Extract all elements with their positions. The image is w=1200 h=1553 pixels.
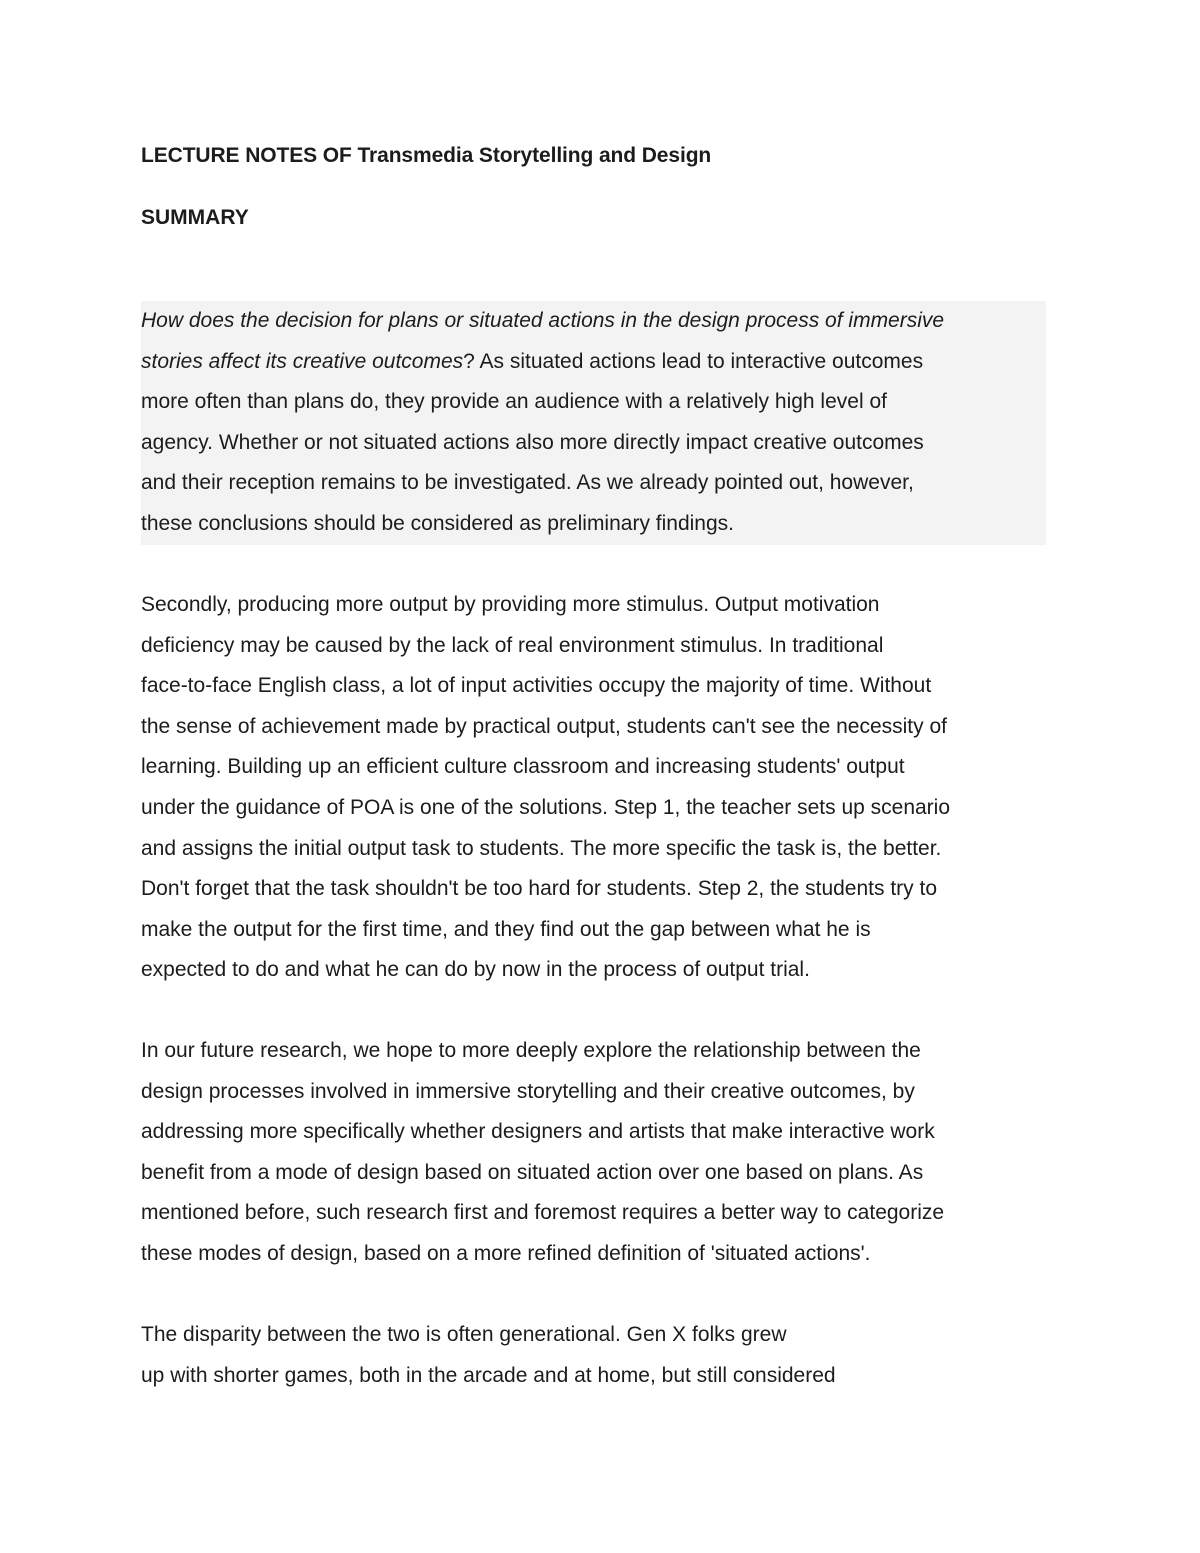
section-heading-summary: SUMMARY [141, 206, 249, 229]
paragraph-2-line: learning. Building up an efficient culture classroom and increasing students' output [141, 755, 905, 779]
paragraph-3-line: addressing more specifically whether designers and artists that make interactive work [141, 1120, 935, 1144]
paragraph-3-line: In our future research, we hope to more deeply explore the relationship between the [141, 1039, 921, 1062]
paragraph-1-line-2-rest: ? As situated actions lead to interactive outcomes [463, 349, 924, 373]
paragraph-1-line-6: these conclusions should be considered as preliminary findings. [141, 504, 1046, 545]
paragraph-2-line: Don't forget that the task shouldn't be too hard for students. Step 2, the students try to [141, 877, 938, 901]
paragraph-3-line: benefit from a mode of design based on situated action over one based on plans. As [141, 1160, 924, 1184]
research-question-part-2: stories affect its creative outcomes [141, 349, 464, 373]
paragraph-1-line-5: and their reception remains to be investigated. As we already pointed out, however, [141, 463, 1046, 504]
paragraph-2-line: under the guidance of POA is one of the solutions. Step 1, the teacher sets up scenario [141, 795, 951, 819]
paragraph-2-line: and assigns the initial output task to students. The more specific the task is, the better. [141, 836, 942, 860]
paragraph-1 [141, 301, 1046, 545]
paragraph-1-line-1 [141, 301, 1046, 342]
paragraph-4-line: up with shorter games, both in the arcade and at home, but still considered [141, 1363, 836, 1387]
paragraph-2-line: Secondly, producing more output by providing more stimulus. Output motivation [141, 593, 880, 616]
paragraph-1-line-3: more often than plans do, they provide an audience with a relatively high level of [141, 382, 1046, 423]
research-question-part-1: How does the decision for plans or situated actions in the design process of immersive [141, 309, 945, 332]
paragraph-1-line-4: agency. Whether or not situated actions also more directly impact creative outcomes [141, 423, 1046, 464]
paragraph-2-line: face-to-face English class, a lot of input activities occupy the majority of time. Without [141, 674, 932, 698]
paragraph-3-line: design processes involved in immersive storytelling and their creative outcomes, by [141, 1079, 915, 1103]
paragraph-2-line: deficiency may be caused by the lack of real environment stimulus. In traditional [141, 633, 884, 657]
paragraph-2-line: the sense of achievement made by practical output, students can't see the necessity of [141, 714, 947, 738]
paragraph-2-line: expected to do and what he can do by now in the process of output trial. [141, 958, 810, 982]
paragraph-4 [141, 1315, 836, 1396]
paragraph-3-line: mentioned before, such research first and foremost requires a better way to categorize [141, 1201, 945, 1225]
paragraph-1-line-2 [141, 342, 1046, 383]
paragraph-2-line: make the output for the first time, and they find out the gap between what he is [141, 917, 871, 941]
paragraph-3-line: these modes of design, based on a more refined definition of 'situated actions'. [141, 1241, 871, 1265]
document-title: LECTURE NOTES OF Transmedia Storytelling and Design [141, 144, 712, 167]
paragraph-4-line: The disparity between the two is often generational. Gen X folks grew [141, 1323, 787, 1346]
paragraph-3 [141, 1031, 944, 1275]
paragraph-2 [141, 585, 950, 991]
